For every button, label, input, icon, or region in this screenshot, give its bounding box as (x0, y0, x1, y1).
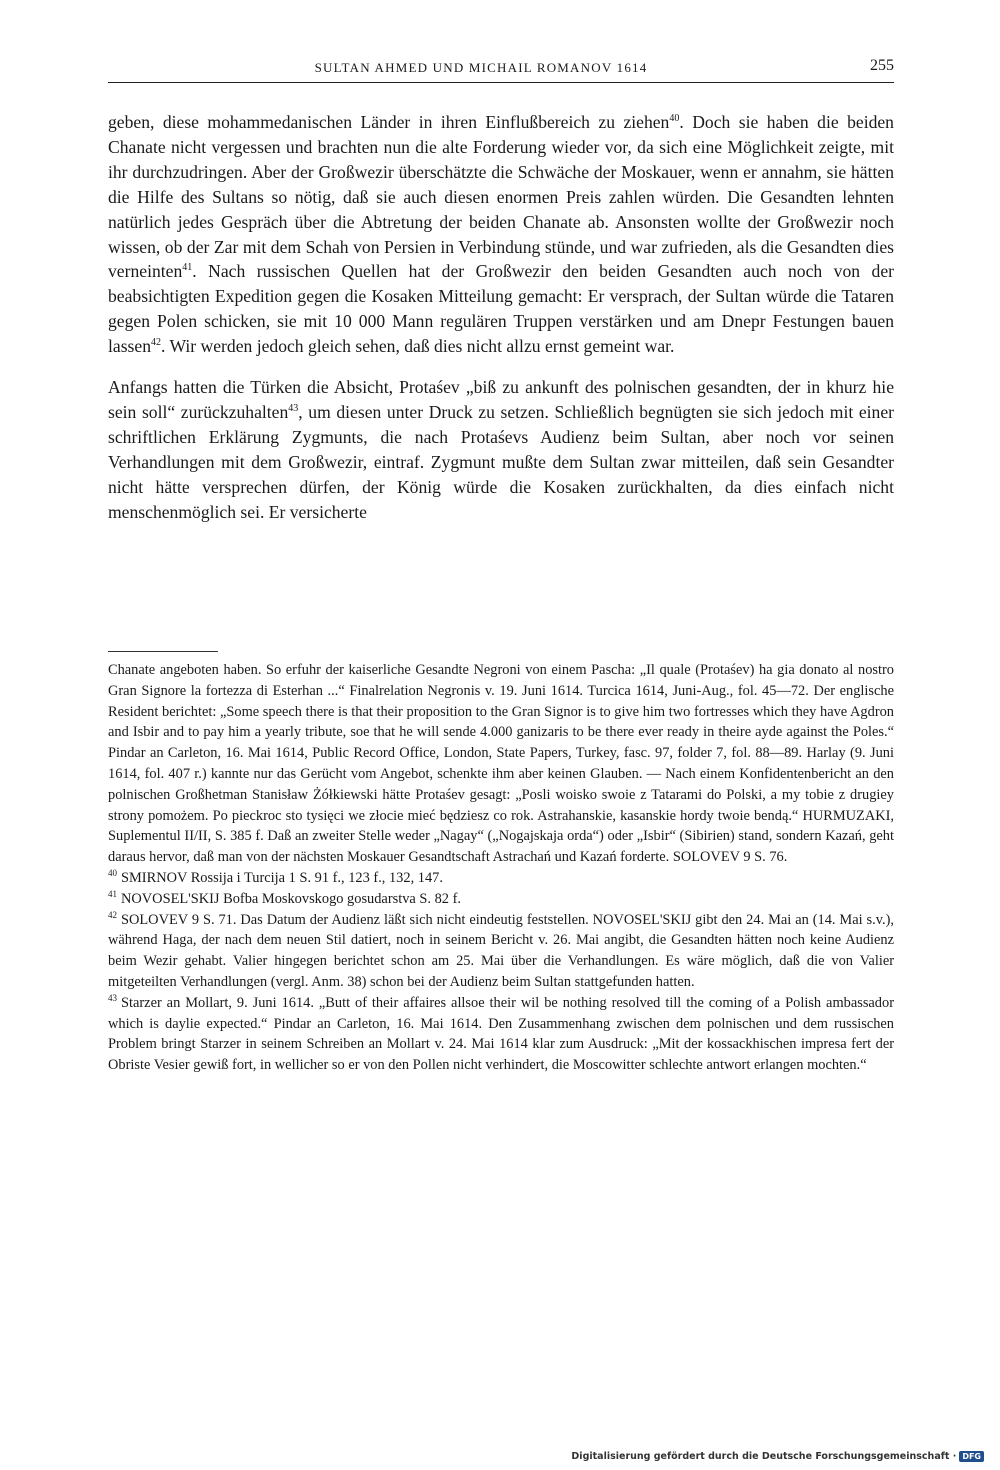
footnote-number: 43 (108, 992, 117, 1003)
page-number: 255 (870, 57, 894, 74)
credit-text: Digitalisierung gefördert durch die Deutsche Forschungsgemeinschaft · (571, 1451, 957, 1462)
footnote-number: 42 (108, 909, 117, 920)
footnote-text: Chanate angeboten haben. So erfuhr der kaiserliche Gesandte Negroni von einem Pascha: „Il quale (Protaśev) ha gia donato al nostro Gran Signore la fortezza di Esterhan ...“ Finalrelation Negronis v. 19. Juni 1614. Turcica 1614, Juni-Aug., fol. 45—72. Der englische Resident berichtet: „Some speech there is that their proposition to the Gran Signor is to give him two fortresses which they have Agdron and Isbir and to pay him a yearly tribute, soe that he will sende 4.000 ganizaris to be there ever ready in theire ayde against the Poles.“ Pindar an Carleton, 16. Mai 1614, Public Record Office, London, State Papers, Turkey, fasc. 97, folder 7, fol. 88—89. Harlay (9. Juni 1614, fol. 407 r.) kannte nur das Gerücht vom Angebot, schenkte ihm aber keinen Glauben. — Nach einem Konfidentenbericht an den polnischen Großhetman Stanisław Żółkiewski hätte Protaśev gesagt: „Posli woisko swoie z Tatarami do Polski, a my tobie z drugiey strony pomożem. Po pieckroc sto tysięci we złocie mieć będziesz co rok. Astrahanskie, kasanskie hordy twoie bendą.“ HURMUZAKI, Suplementul II/II, S. 385 f. Daß an zweiter Stelle weder „Nagay“ („Nogajskaja orda“) oder „Isbir“ (Sibirien) stand, sondern Kazań, geht daraus hervor, daß man von der nächsten Moskauer Gesandtschaft Astrachań und Kazań forderte. SOLOVEV 9 S. 76. (108, 662, 894, 866)
body-text (108, 110, 894, 525)
footnote-number: 41 (108, 888, 117, 899)
footnote (108, 660, 894, 868)
footnote-reference[interactable]: 41 (182, 262, 193, 274)
text-segment: Anfangs hatten die Türken die Absicht, Protaśev „biß zu ankunft des polnischen gesandten, der in khurz hie sein soll“ zurückzuhalten (108, 377, 894, 422)
footnote-text: Starzer an Mollart, 9. Juni 1614. „Butt of their affaires allsoe their wil be nothing resolved till the coming of a Polish ambassador which is daylie expected.“ Pindar an Carleton, 16. Mai 1614. Den Zusammenhang zwischen dem polnischen und dem russischen Problem bringt Starzer in seinem Schreiben an Mollart v. 24. Mai 1614 klar zum Ausdruck: „Mit der kossackhischen impresa fert der Obriste Vesier gewiß fort, in wellicher so er von den Pollen nicht verhindert, die Moscowitter schlechte antwort erlangen mochten.“ (108, 994, 894, 1074)
footnote-reference[interactable]: 40 (669, 113, 680, 125)
text-segment: . Wir werden jedoch gleich sehen, daß dies nicht allzu ernst gemeint war. (161, 336, 675, 357)
footnote-divider (108, 651, 218, 652)
footnote (108, 993, 894, 1076)
paragraph (108, 375, 894, 524)
running-header (108, 58, 894, 83)
footnote-reference[interactable]: 42 (151, 337, 161, 349)
digitization-credit (571, 1451, 984, 1462)
footnote (108, 889, 894, 910)
header-title: SULTAN AHMED UND MICHAIL ROMANOV 1614 (314, 60, 648, 75)
paragraph (108, 110, 894, 359)
footnote-text: SOLOVEV 9 S. 71. Das Datum der Audienz läßt sich nicht eindeutig feststellen. NOVOSEL'SKIJ gibt den 24. Mai an (14. Mai s.v.), während Haga, der nach dem neuen Stil datiert, noch in seinem Bericht v. 26. Mai angibt, die Gesandten hätten noch keine Audienz beim Wezir gehabt. Valier hingegen berichtet schon am 25. Mai über die Verhandlungen. Es wäre möglich, daß die von Valier mitgeteilten Verhandlungen (vergl. Anm. 38) schon bei der Audienz beim Sultan stattgefunden hatten. (108, 911, 894, 990)
footnote-text: SMIRNOV Rossija i Turcija 1 S. 91 f., 123 f., 132, 147. (121, 869, 443, 886)
footnote (108, 910, 894, 993)
text-segment: . Doch sie haben die beiden Chanate nicht vergessen und brachten nun die alte Forderung wieder vor, da sich eine Möglichkeit zeigte, mit ihr durchzudringen. Aber der Großwezir überschätzte die Schwäche der Moskauer, wenn er annahm, sie hätten die Hilfe des Sultans so nötig, daß sie auch diesen enormen Preis zahlen würden. Die Gesandten lehnten natürlich jedes Gespräch über die Abtretung der beiden Chanate ab. Ansonsten wollte der Großwezir noch wissen, ob der Zar mit dem Schah von Persien in Verbindung stünde, und war zufrieden, als die Gesandten dies verneinten (108, 112, 894, 282)
footnote-number: 40 (108, 868, 117, 879)
dfg-logo: DFG (959, 1451, 984, 1462)
text-segment: , um diesen unter Druck zu setzen. Schließlich begnügten sie sich jedoch mit einer schriftlichen Erklärung Zygmunts, die nach Protaśevs Audienz beim Sultan, aber noch vor seinen Verhandlungen mit dem Großwezir, eintraf. Zygmunt mußte dem Sultan zwar mitteilen, daß sein Gesandter nicht hätte versprechen dürfen, der König würde die Kosaken zurückhalten, da dies einfach nicht menschenmöglich sei. Er versicherte (108, 401, 895, 522)
footnote-text: NOVOSEL'SKIJ Bofba Moskovskogo gosudarstva S. 82 f. (121, 890, 461, 907)
footnote-reference[interactable]: 43 (288, 403, 299, 415)
text-segment: geben, diese mohammedanischen Länder in ihren Einflußbereich zu ziehen (108, 112, 670, 132)
text-segment: . Nach russischen Quellen hat der Großwezir den beiden Gesandten auch noch von der beabsichtigten Expedition gegen die Kosaken Mitteilung gemacht: Er versprach, der Sultan würde die Tataren gegen Polen schicken, sie mit 10 000 Mann regulären Truppen verstärken und am Dnepr Festungen bauen lassen (108, 261, 894, 357)
footnotes (108, 660, 894, 1076)
footnote (108, 868, 894, 889)
